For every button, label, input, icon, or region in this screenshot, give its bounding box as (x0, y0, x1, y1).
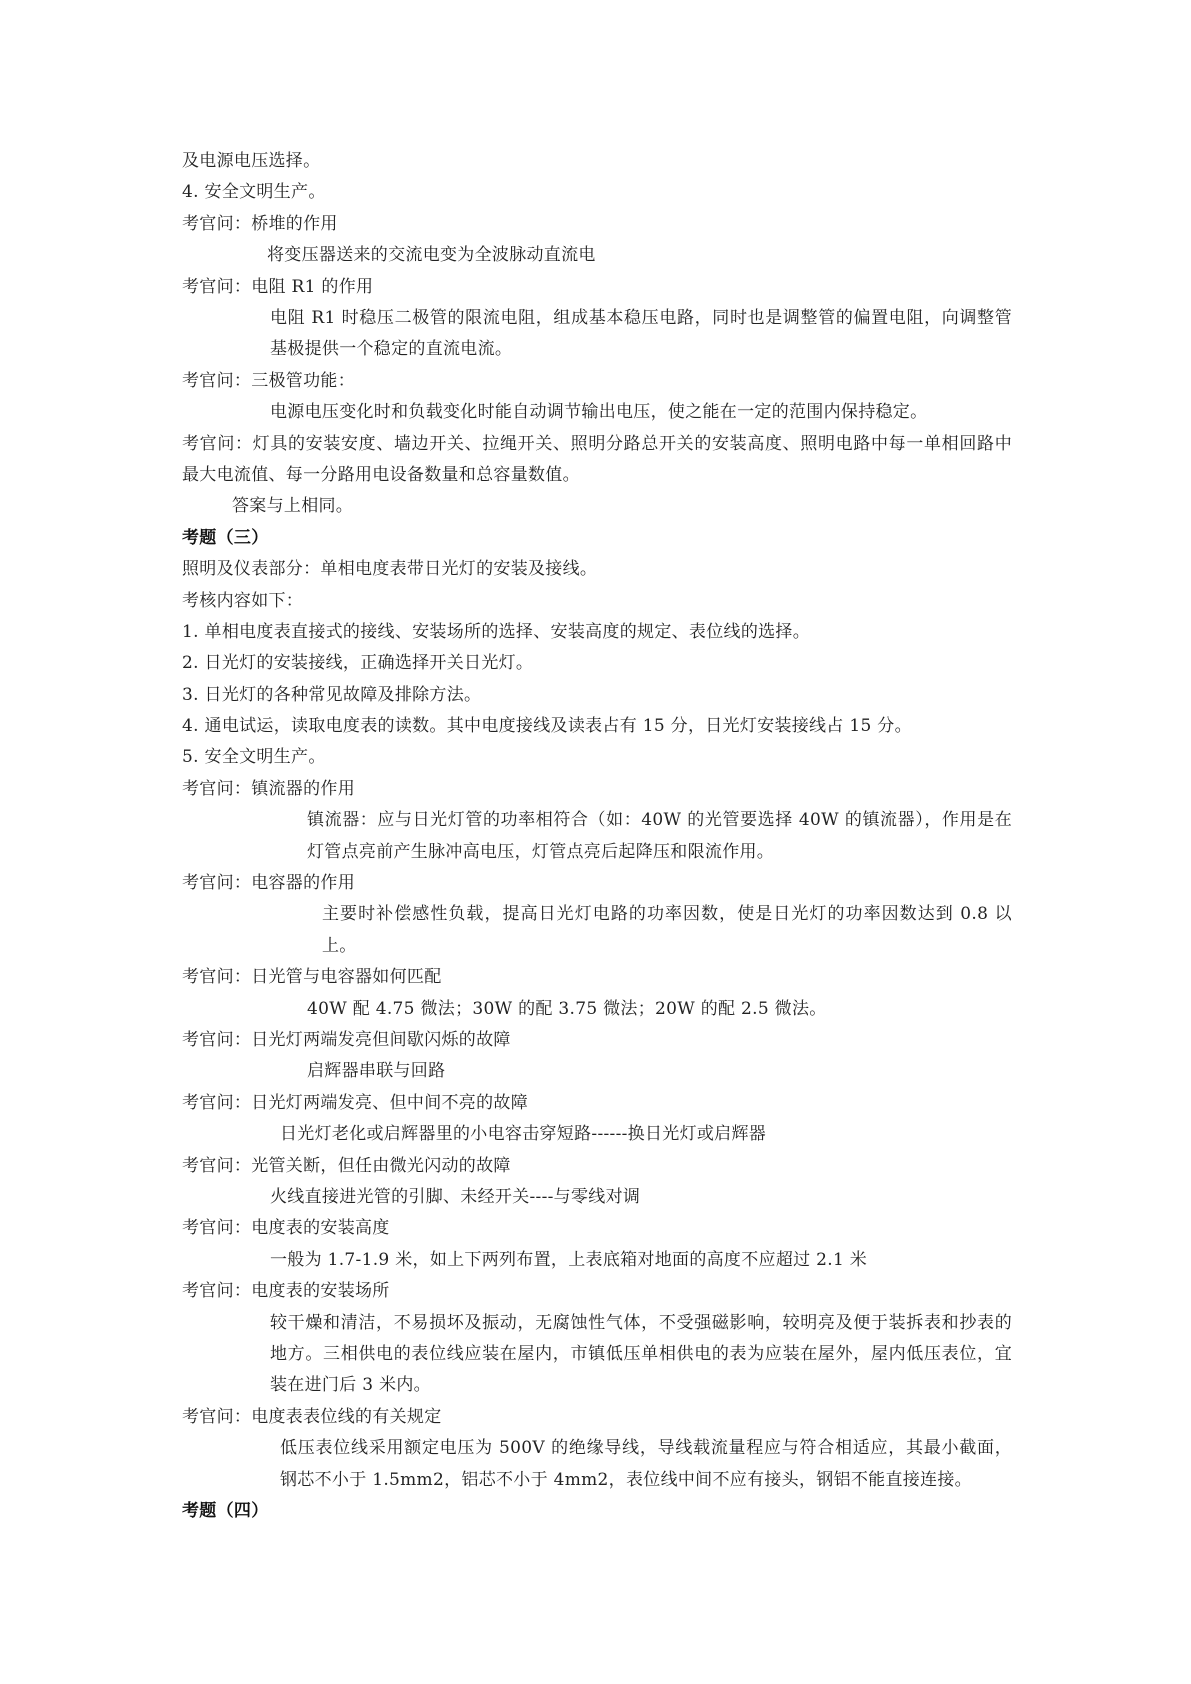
answer-paragraph: 镇流器：应与日光灯管的功率相符合（如：40W 的光管要选择 40W 的镇流器），作用是在灯管点亮前产生脉冲高电压，灯管点亮后起降压和限流作用。 (307, 810, 1012, 862)
answer-line: 一般为 1.7-1.9 米，如上下两列布置，上表底箱对地面的高度不应超过 2.1 米 (270, 1249, 868, 1270)
list-item: 1. 单相电度表直接式的接线、安装场所的选择、安装高度的规定、表位线的选择。 (182, 621, 811, 642)
question-line: 考官问：电阻 R1 的作用 (182, 276, 374, 297)
text-line: 照明及仪表部分：单相电度表带日光灯的安装及接线。 (182, 559, 598, 580)
question-line: 考官问：日光灯两端发亮但间歇闪烁的故障 (182, 1030, 511, 1051)
answer-paragraph: 电阻 R1 时稳压二极管的限流电阻，组成基本稳压电路，同时也是调整管的偏置电阻，向调整管基极提供一个稳定的直流电流。 (270, 307, 1012, 360)
section-heading: 考题（三） (182, 527, 269, 548)
answer-line: 火线直接进光管的引脚、未经开关----与零线对调 (270, 1187, 641, 1208)
question-line: 考官问：日光灯两端发亮、但中间不亮的故障 (182, 1092, 528, 1113)
question-line: 考官问：日光管与电容器如何匹配 (182, 967, 442, 988)
question-line: 考官问：电度表表位线的有关规定 (182, 1406, 442, 1427)
question-line: 考官问：光管关断，但任由微光闪动的故障 (182, 1155, 511, 1176)
section-heading: 考题（四） (182, 1501, 269, 1521)
question-line: 考官问：电度表的安装高度 (182, 1218, 390, 1239)
question-line: 考官问：电度表的安装场所 (182, 1281, 390, 1302)
answer-paragraph: 较干燥和清洁，不易损坏及振动，无腐蚀性气体，不受强磁影响，较明亮及便于装拆表和抄表的地方。三相供电的表位线应装在屋内，市镇低压单相供电的表为应装在屋外，屋内低压表位，宜装在进门后 3 米内。 (270, 1312, 1012, 1396)
document-page (182, 146, 1012, 1527)
list-item: 2. 日光灯的安装接线，正确选择开关日光灯。 (182, 653, 534, 674)
answer-line: 电源电压变化时和负载变化时能自动调节输出电压，使之能在一定的范围内保持稳定。 (270, 402, 928, 423)
text-line: 及电源电压选择。 (182, 151, 321, 171)
question-paragraph: 考官问：灯具的安装安度、墙边开关、拉绳开关、照明分路总开关的安装高度、照明电路中每一单相回路中最大电流值、每一分路用电设备数量和总容量数值。 (182, 433, 1012, 485)
list-item: 5. 安全文明生产。 (182, 747, 326, 768)
list-item: 3. 日光灯的各种常见故障及排除方法。 (182, 684, 482, 705)
answer-paragraph: 主要时补偿感性负载，提高日光灯电路的功率因数，使是日光灯的功率因数达到 0.8 以上。 (322, 904, 1012, 956)
answer-paragraph: 低压表位线采用额定电压为 500V 的绝缘导线，导线载流量程应与符合相适应，其最小截面，钢芯不小于 1.5mm2，铝芯不小于 4mm2，表位线中间不应有接头，钢铝不能直接连接。 (280, 1438, 1012, 1490)
answer-line: 日光灯老化或启辉器里的小电容击穿短路------换日光灯或启辉器 (280, 1124, 767, 1145)
question-line: 考官问：电容器的作用 (182, 873, 355, 894)
list-item: 4. 安全文明生产。 (182, 182, 326, 203)
answer-line: 答案与上相同。 (232, 496, 354, 517)
list-item: 4. 通电试运，读取电度表的读数。其中电度接线及读表占有 15 分，日光灯安装接线占 15 分。 (182, 716, 912, 737)
question-line: 考官问：镇流器的作用 (182, 778, 355, 799)
text-line: 考核内容如下： (182, 590, 304, 611)
answer-line: 启辉器串联与回路 (307, 1061, 446, 1082)
question-line: 考官问：桥堆的作用 (182, 213, 338, 234)
question-line: 考官问：三极管功能： (182, 370, 355, 391)
answer-line: 将变压器送来的交流电变为全波脉动直流电 (267, 245, 596, 266)
answer-line: 40W 配 4.75 微法；30W 的配 3.75 微法；20W 的配 2.5 微法。 (307, 998, 827, 1019)
